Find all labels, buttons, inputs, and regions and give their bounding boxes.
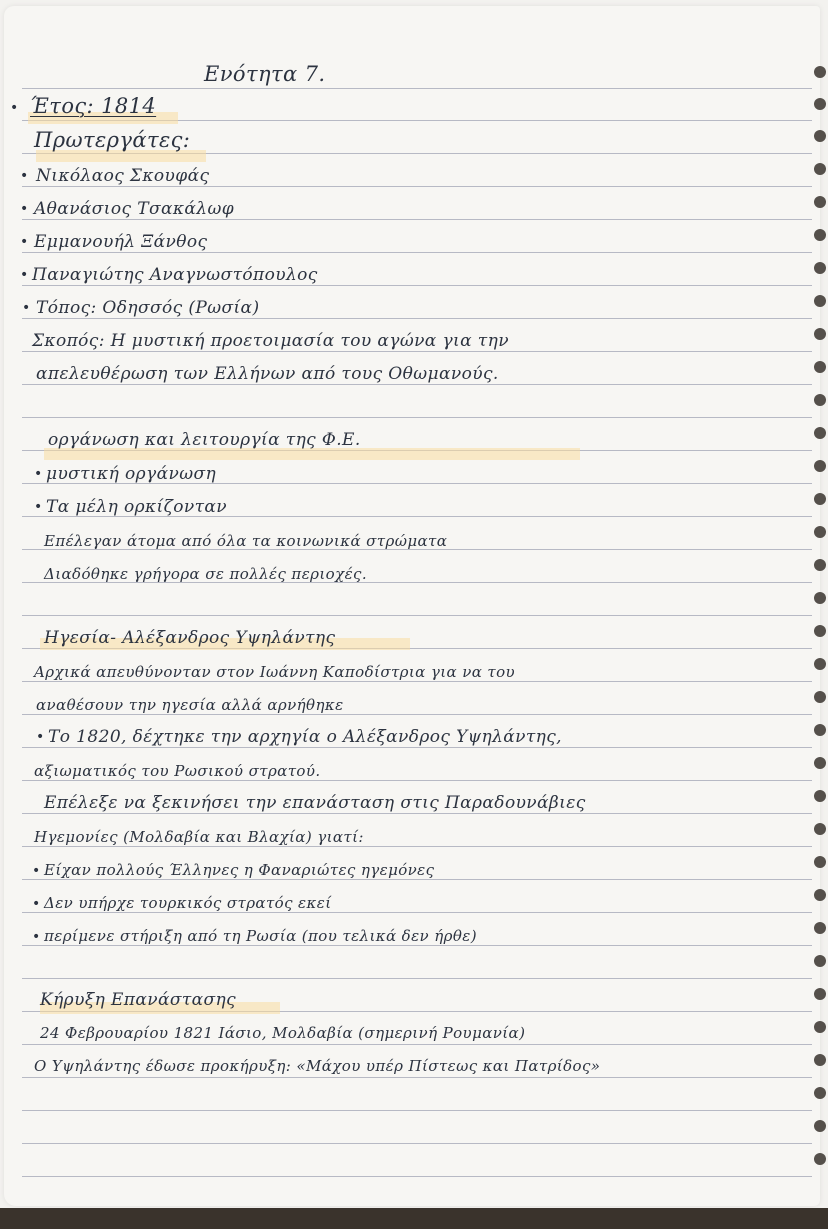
list-item: Τα μέλη ορκίζονταν: [46, 497, 228, 517]
ruled-line: [22, 846, 812, 847]
ruled-line: [22, 780, 812, 781]
ruled-line: [22, 1176, 812, 1177]
purpose-line: απελευθέρωση των Ελλήνων από τους Οθωμανούς.: [36, 364, 499, 384]
bullet-icon: •: [32, 896, 41, 912]
background-table: [0, 1208, 828, 1229]
list-item: Αθανάσιος Τσακάλωφ: [34, 199, 235, 219]
ruled-line: [22, 285, 812, 286]
ruled-line: [22, 1110, 812, 1111]
binder-hole-icon: [814, 1153, 826, 1165]
binder-hole-icon: [814, 658, 826, 670]
binder-hole-icon: [814, 163, 826, 175]
ruled-line: [22, 813, 812, 814]
ruled-line: [22, 1077, 812, 1078]
binder-hole-icon: [814, 262, 826, 274]
section2-heading: οργάνωση και λειτουργία της Φ.Ε.: [48, 430, 361, 450]
leadership-line: Το 1820, δέχτηκε την αρχηγία ο Αλέξανδρος Υψηλάντης,: [48, 727, 562, 747]
binder-hole-icon: [814, 889, 826, 901]
ruled-line: [22, 879, 812, 880]
binder-hole-icon: [814, 559, 826, 571]
binder-hole-icon: [814, 328, 826, 340]
bullet-icon: •: [20, 168, 29, 184]
binder-hole-icon: [814, 196, 826, 208]
binder-hole-icon: [814, 724, 826, 736]
leadership-line: Δεν υπήρχε τουρκικός στρατός εκεί: [44, 894, 332, 912]
leadership-line: Ηγεμονίες (Μολδαβία και Βλαχία) γιατί:: [34, 828, 364, 846]
bullet-icon: •: [20, 234, 29, 250]
list-item: Νικόλαος Σκουφάς: [36, 166, 210, 186]
binder-hole-icon: [814, 691, 826, 703]
binder-hole-icon: [814, 1120, 826, 1132]
binder-hole-icon: [814, 493, 826, 505]
binder-hole-icon: [814, 592, 826, 604]
year-line: Έτος: 1814: [30, 94, 157, 118]
page-title: Ενότητα 7.: [204, 62, 326, 86]
binder-hole-icon: [814, 790, 826, 802]
binder-hole-icon: [814, 757, 826, 769]
binder-hole-icon: [814, 229, 826, 241]
bullet-icon: •: [22, 300, 31, 316]
binder-hole-icon: [814, 856, 826, 868]
binder-hole-icon: [814, 427, 826, 439]
binder-hole-icon: [814, 823, 826, 835]
ruled-line: [22, 615, 812, 616]
declaration-line: Ο Υψηλάντης έδωσε προκήρυξη: «Μάχου υπέρ Πίστεως και Πατρίδος»: [34, 1057, 601, 1075]
ruled-line: [22, 417, 812, 418]
list-item: Επέλεγαν άτομα από όλα τα κοινωνικά στρώματα: [44, 532, 448, 550]
bullet-icon: •: [32, 863, 41, 879]
section4-heading: Κήρυξη Επανάστασης: [40, 990, 237, 1010]
bullet-icon: •: [32, 929, 41, 945]
binder-hole-icon: [814, 988, 826, 1000]
section3-heading: Ηγεσία- Αλέξανδρος Υψηλάντης: [44, 628, 336, 648]
declaration-line: 24 Φεβρουαρίου 1821 Ιάσιο, Μολδαβία (σημερινή Ρουμανία): [40, 1024, 526, 1042]
section1-heading: Πρωτεργάτες:: [34, 128, 191, 152]
bullet-icon: •: [20, 267, 29, 283]
ruled-line: [22, 252, 812, 253]
list-item: Εμμανουήλ Ξάνθος: [34, 232, 208, 252]
ruled-line: [22, 714, 812, 715]
ruled-line: [22, 747, 812, 748]
list-item: Διαδόθηκε γρήγορα σε πολλές περιοχές.: [44, 565, 367, 583]
binder-hole-icon: [814, 460, 826, 472]
ruled-line: [22, 351, 812, 352]
leadership-line: Αρχικά απευθύνονταν στον Ιωάννη Καποδίστρια για να του: [34, 663, 516, 681]
list-item: Παναγιώτης Αναγνωστόπουλος: [32, 265, 318, 285]
binder-hole-icon: [814, 922, 826, 934]
ruled-line: [22, 384, 812, 385]
binder-hole-icon: [814, 625, 826, 637]
binder-hole-icon: [814, 98, 826, 110]
binder-hole-icon: [814, 394, 826, 406]
binder-hole-icon: [814, 295, 826, 307]
binder-hole-icon: [814, 1087, 826, 1099]
ruled-line: [22, 318, 812, 319]
ruled-line: [22, 681, 812, 682]
binder-hole-icon: [814, 1054, 826, 1066]
place-line: Τόπος: Οδησσός (Ρωσία): [36, 298, 260, 318]
binder-hole-icon: [814, 130, 826, 142]
binder-hole-icon: [814, 1021, 826, 1033]
binder-hole-icon: [814, 955, 826, 967]
leadership-line: αξιωματικός του Ρωσικού στρατού.: [34, 762, 321, 780]
bullet-icon: •: [34, 499, 43, 515]
bullet-icon: •: [10, 100, 19, 116]
leadership-line: Είχαν πολλούς Έλληνες η Φαναριώτες ηγεμόνες: [44, 861, 435, 879]
bullet-icon: •: [20, 201, 29, 217]
bullet-icon: •: [34, 466, 43, 482]
purpose-line: Σκοπός: Η μυστική προετοιμασία του αγώνα για την: [32, 331, 509, 351]
ruled-line: [22, 978, 812, 979]
ruled-line: [22, 912, 812, 913]
binder-hole-icon: [814, 526, 826, 538]
ruled-line: [22, 1143, 812, 1144]
ruled-line: [22, 88, 812, 89]
bullet-icon: •: [36, 729, 45, 745]
leadership-line: περίμενε στήριξη από τη Ρωσία (που τελικά δεν ήρθε): [44, 927, 477, 945]
ruled-line: [22, 219, 812, 220]
list-item: μυστική οργάνωση: [46, 464, 217, 484]
binder-hole-icon: [814, 361, 826, 373]
ruled-line: [22, 1044, 812, 1045]
binder-hole-icon: [814, 66, 826, 78]
ruled-line: [22, 945, 812, 946]
ruled-line: [22, 186, 812, 187]
leadership-line: Επέλεξε να ξεκινήσει την επανάσταση στις Παραδουνάβιες: [44, 793, 586, 813]
leadership-line: αναθέσουν την ηγεσία αλλά αρνήθηκε: [36, 696, 344, 714]
